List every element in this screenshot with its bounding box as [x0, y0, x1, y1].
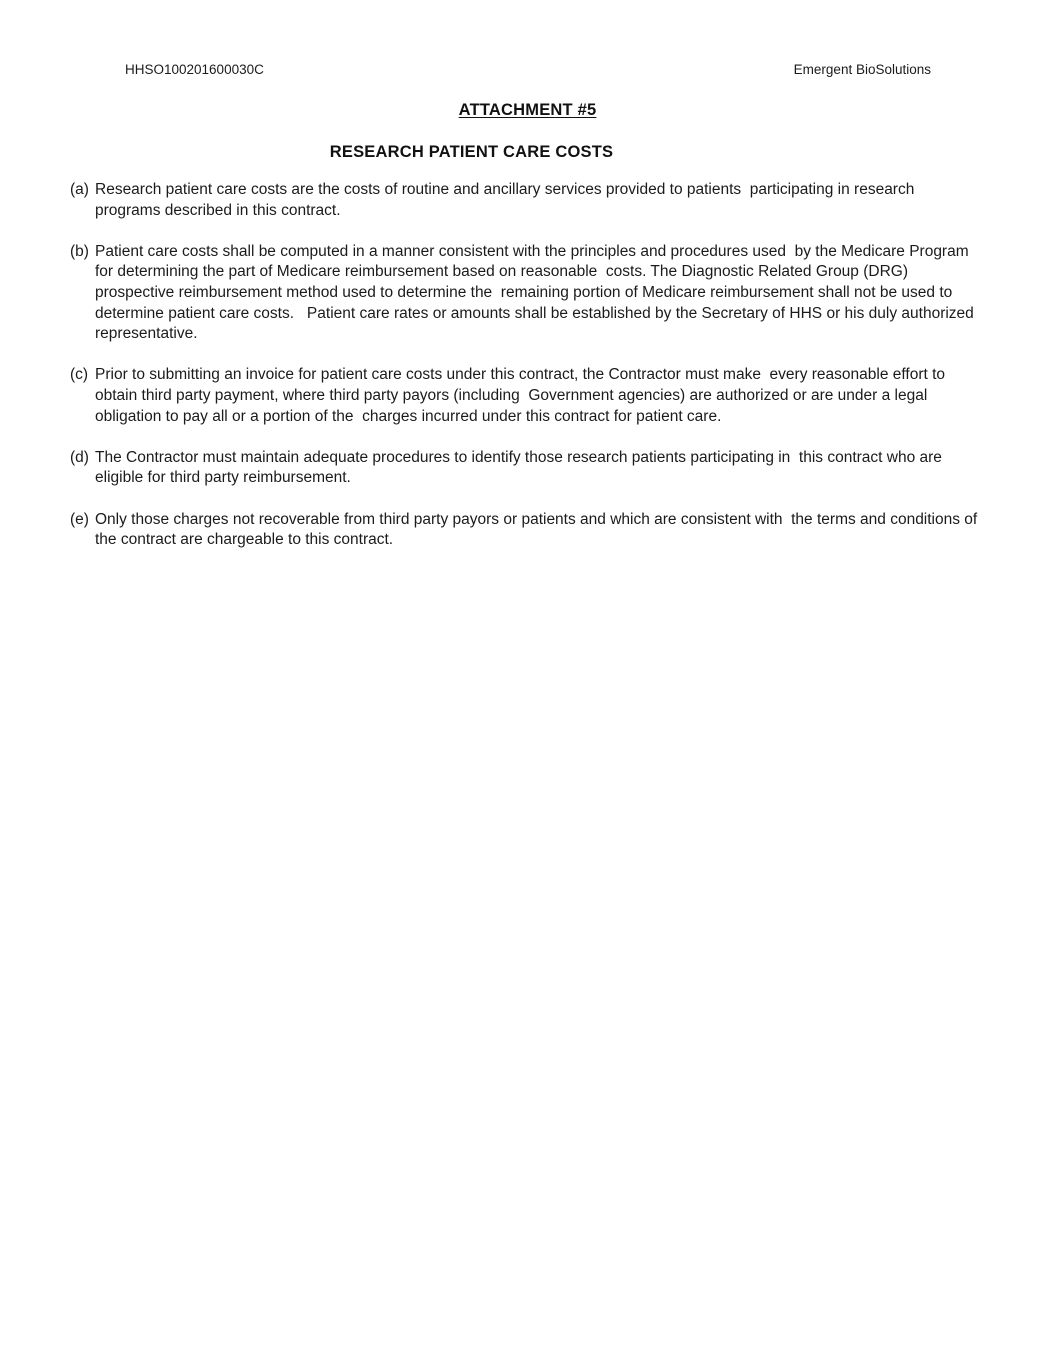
contract-number: HHSO100201600030C — [125, 62, 264, 77]
paragraph-a — [70, 180, 982, 221]
paragraph-label: (d) — [70, 448, 89, 466]
attachment-title — [0, 101, 1055, 120]
paragraph-label: (b) — [70, 242, 89, 260]
paragraph-label: (c) — [70, 366, 89, 384]
paragraph-text: Only those charges not recoverable from third party payors or patients and which are consistent with the terms and conditions of the contract are chargeable to this contract. — [95, 510, 982, 549]
company-name: Emergent BioSolutions — [793, 62, 931, 77]
paragraph-text: Patient care costs shall be computed in a manner consistent with the principles and procedures used by the Medicare Program for determining the part of Medicare reimbursement based on reasonable costs. The Diagnostic Related Group (DRG) prospective reimbursement method used to determine the remaining portion of Medicare reimbursement shall not be used to determine patient care costs. Patient care rates or amounts shall be established by the Secretary of HHS or his duly authorized representative. — [95, 242, 983, 343]
paragraph-text: The Contractor must maintain adequate procedures to identify those research patients participating in this contract who are eligible for third party reimbursement. — [95, 448, 947, 487]
attachment-title-text: ATTACHMENT #5 — [458, 101, 597, 119]
paragraph-label: (e) — [70, 510, 89, 528]
document-subtitle: RESEARCH PATIENT CARE COSTS — [329, 143, 614, 161]
document-header — [125, 62, 931, 78]
paragraph-text: Prior to submitting an invoice for patient care costs under this contract, the Contractor must make every reasonable effort to obtain third party payment, where third party payors (including Government agencies) are authorized or are under a legal obligation to pay all or a portion of the charges incurred under this contract for patient care. — [95, 366, 950, 425]
paragraph-b — [70, 242, 982, 345]
document-body — [70, 180, 982, 571]
paragraph-label: (a) — [70, 181, 89, 198]
paragraph-d — [70, 448, 982, 489]
paragraph-c — [70, 365, 982, 427]
paragraph-text: Research patient care costs are the costs of routine and ancillary services provided to patients participating in research programs described in this contract. — [95, 181, 919, 219]
paragraph-e — [70, 510, 982, 551]
